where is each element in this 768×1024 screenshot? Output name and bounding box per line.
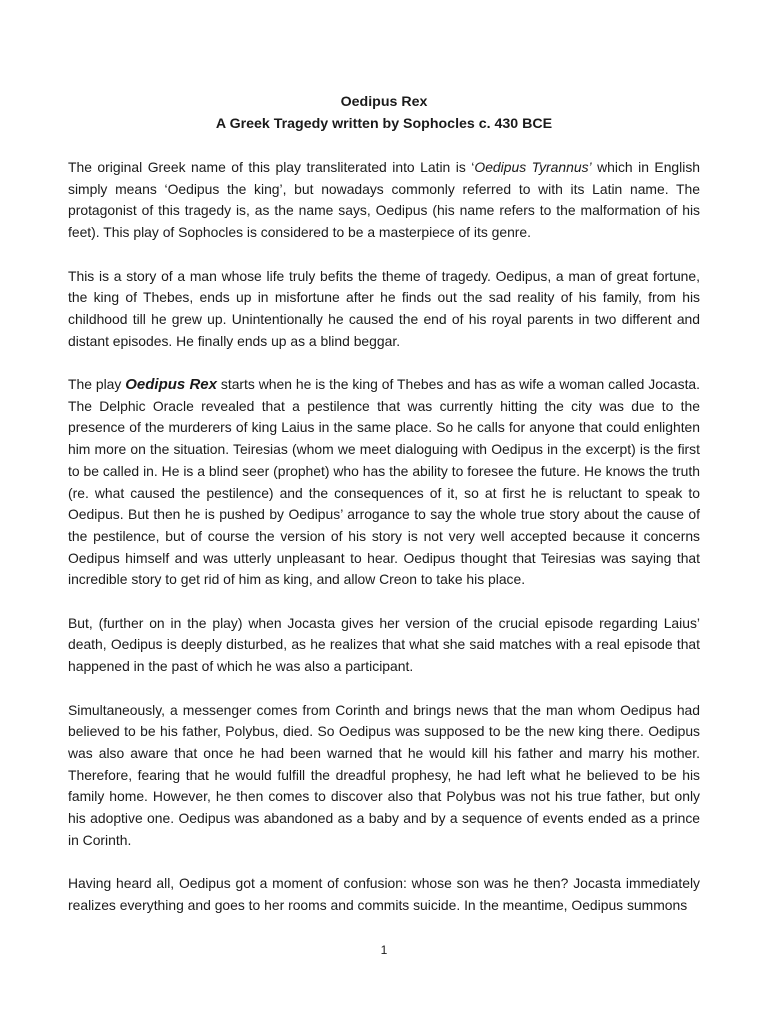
paragraph-3-part-b: starts when he is the king of Thebes and has as wife a woman called Jocasta. The Delphic Oracle revealed that a pestilence that was currently hitting the city was due to the presence of the murderers of king Laius in the same place. So he calls for anyone that could enlighten him more on the situation. Teiresias (whom we meet dialoguing with Oedipus in the excerpt) is the first to be called in. He is a blind seer (prophet) who has the ability to foresee the future. He knows the truth (re. what caused the pestilence) and the consequences of it, so at first he is reluctant to speak to Oedipus. But then he is pushed by Oedipus’ arrogance to say the whole true story about the cause of the pestilence, but of course the version of his story is not very well accepted because it concerns Oedipus himself and was utterly unpleasant to hear. Oedipus thought that Teiresias was saying that incredible story to get rid of him as king, and allow Creon to take his place. (68, 376, 701, 588)
latin-title: Oedipus Tyrannus’ (474, 159, 592, 175)
paragraph-1-part-a: The original Greek name of this play transliterated into Latin is ‘ (68, 159, 475, 175)
play-title-emphasis: Oedipus Rex (125, 376, 217, 393)
title-block (0, 91, 768, 135)
paragraph-1-part-b: which in English simply means ‘Oedipus the king’, but nowadays commonly referred to with its Latin name. The protagonist of this tragedy is, as the name says, Oedipus (his name refers to the malformation of his feet). This play of Sophocles is considered to be a masterpiece of its genre. (68, 159, 700, 241)
paragraph-6: Having heard all, Oedipus got a moment of confusion: whose son was he then? Jocasta immediately realizes everything and goes to her rooms and commits suicide. In the meantime, Oedipus summons (68, 875, 700, 913)
paragraph-1 (68, 157, 700, 244)
paragraph-3-part-a: The play (68, 376, 126, 392)
document-subtitle: A Greek Tragedy written by Sophocles c. 430 BCE (215, 116, 553, 132)
paragraph-2: This is a story of a man whose life truly befits the theme of tragedy. Oedipus, a man of great fortune, the king of Thebes, ends up in misfortune after he finds out the sad reality of his family, from his childhood till he grew up. Unintentionally he caused the end of his royal parents in two different and distant episodes. He finally ends up as a blind beggar. (68, 267, 700, 349)
page-number: 1 (380, 943, 388, 957)
document-title: Oedipus Rex (340, 94, 428, 110)
paragraph-3 (68, 374, 700, 591)
paragraph-4: But, (further on in the play) when Jocasta gives her version of the crucial episode regarding Laius’ death, Oedipus is deeply disturbed, as he realizes that what she said matches with a real episode that happened in the past of which he was also a participant. (68, 614, 700, 675)
body-text (68, 157, 700, 938)
paragraph-5: Simultaneously, a messenger comes from Corinth and brings news that the man whom Oedipus had believed to be his father, Polybus, died. So Oedipus was supposed to be the new king there. Oedipus was also aware that once he had been warned that he would kill his father and marry his mother. Therefore, fearing that he would fulfill the dreadful prophesy, he had left what he believed to be his family home. However, he then comes to discover also that Polybus was not his true father, but only his adoptive one. Oedipus was abandoned as a baby and by a sequence of events ended as a prince in Corinth. (68, 701, 700, 848)
